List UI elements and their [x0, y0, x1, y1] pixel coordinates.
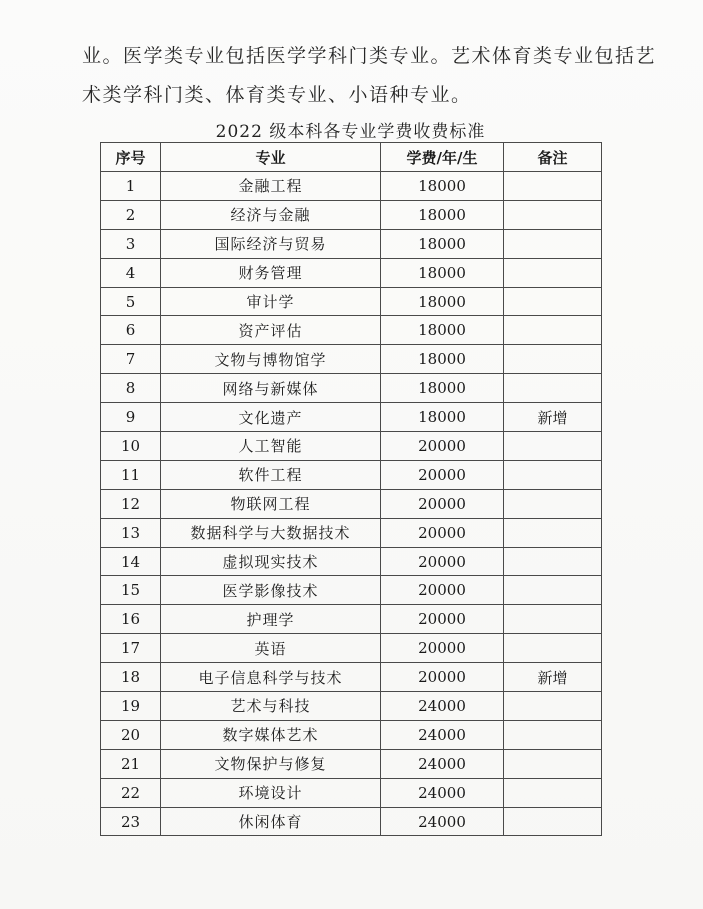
header-note: 备注 — [504, 143, 602, 172]
table-row — [101, 200, 602, 229]
row-no-cell: 5 — [101, 287, 161, 316]
row-note-cell: 新增 — [504, 663, 602, 692]
row-fee-cell: 18000 — [381, 316, 504, 345]
table-row — [101, 287, 602, 316]
row-note-cell — [504, 374, 602, 403]
row-no-cell: 12 — [101, 489, 161, 518]
row-fee-cell: 20000 — [381, 547, 504, 576]
table-row — [101, 749, 602, 778]
table-row — [101, 720, 602, 749]
row-note-cell — [504, 460, 602, 489]
row-fee-cell: 18000 — [381, 345, 504, 374]
row-major-cell: 文物与博物馆学 — [161, 345, 381, 374]
row-no-cell: 20 — [101, 720, 161, 749]
table-body — [101, 172, 602, 836]
row-note-cell — [504, 749, 602, 778]
row-fee-cell: 20000 — [381, 518, 504, 547]
row-major-cell: 经济与金融 — [161, 200, 381, 229]
row-fee-cell: 20000 — [381, 605, 504, 634]
table-title: 2022 级本科各专业学费收费标准 — [215, 122, 486, 142]
row-fee-cell: 18000 — [381, 287, 504, 316]
row-note-cell — [504, 432, 602, 461]
header-major: 专业 — [161, 143, 381, 172]
table-row — [101, 576, 602, 605]
row-fee-cell: 20000 — [381, 663, 504, 692]
row-note-cell — [504, 489, 602, 518]
row-note-cell — [504, 316, 602, 345]
row-no-cell: 13 — [101, 518, 161, 547]
row-no-cell: 15 — [101, 576, 161, 605]
row-fee-cell: 18000 — [381, 229, 504, 258]
table-row — [101, 807, 602, 836]
row-note-cell — [504, 807, 602, 836]
row-major-cell: 电子信息科学与技术 — [161, 663, 381, 692]
row-fee-cell: 24000 — [381, 749, 504, 778]
row-note-cell — [504, 778, 602, 807]
row-no-cell: 10 — [101, 432, 161, 461]
table-row — [101, 605, 602, 634]
row-note-cell — [504, 229, 602, 258]
table-row — [101, 692, 602, 721]
row-note-cell — [504, 200, 602, 229]
row-major-cell: 艺术与科技 — [161, 692, 381, 721]
row-fee-cell: 24000 — [381, 720, 504, 749]
row-fee-cell: 20000 — [381, 489, 504, 518]
table-row — [101, 663, 602, 692]
row-fee-cell: 18000 — [381, 374, 504, 403]
row-fee-cell: 24000 — [381, 807, 504, 836]
row-major-cell: 财务管理 — [161, 258, 381, 287]
header-fee: 学费/年/生 — [381, 143, 504, 172]
row-major-cell: 数据科学与大数据技术 — [161, 518, 381, 547]
table-row — [101, 778, 602, 807]
header-no: 序号 — [101, 143, 161, 172]
row-fee-cell: 20000 — [381, 576, 504, 605]
table-row — [101, 172, 602, 201]
row-major-cell: 英语 — [161, 634, 381, 663]
row-no-cell: 21 — [101, 749, 161, 778]
row-major-cell: 护理学 — [161, 605, 381, 634]
row-fee-cell: 24000 — [381, 692, 504, 721]
row-major-cell: 人工智能 — [161, 432, 381, 461]
row-no-cell: 2 — [101, 200, 161, 229]
row-note-cell — [504, 605, 602, 634]
row-major-cell: 国际经济与贸易 — [161, 229, 381, 258]
row-major-cell: 数字媒体艺术 — [161, 720, 381, 749]
row-note-cell — [504, 634, 602, 663]
row-fee-cell: 20000 — [381, 432, 504, 461]
row-no-cell: 11 — [101, 460, 161, 489]
row-no-cell: 17 — [101, 634, 161, 663]
row-major-cell: 审计学 — [161, 287, 381, 316]
row-no-cell: 23 — [101, 807, 161, 836]
row-note-cell — [504, 547, 602, 576]
row-note-cell — [504, 345, 602, 374]
row-major-cell: 虚拟现实技术 — [161, 547, 381, 576]
table-row — [101, 374, 602, 403]
tuition-fee-table — [100, 142, 602, 836]
table-header-row — [101, 143, 602, 172]
row-major-cell: 文化遗产 — [161, 403, 381, 432]
row-fee-cell: 24000 — [381, 778, 504, 807]
table-row — [101, 432, 602, 461]
row-major-cell: 金融工程 — [161, 172, 381, 201]
table-row — [101, 518, 602, 547]
row-fee-cell: 20000 — [381, 634, 504, 663]
table-row — [101, 258, 602, 287]
row-no-cell: 7 — [101, 345, 161, 374]
row-major-cell: 物联网工程 — [161, 489, 381, 518]
intro-line-1: 业。医学类专业包括医学学科门类专业。艺术体育类专业包括艺 — [82, 45, 657, 67]
row-no-cell: 8 — [101, 374, 161, 403]
row-no-cell: 22 — [101, 778, 161, 807]
row-major-cell: 休闲体育 — [161, 807, 381, 836]
row-fee-cell: 18000 — [381, 200, 504, 229]
row-major-cell: 环境设计 — [161, 778, 381, 807]
row-note-cell — [504, 172, 602, 201]
table-row — [101, 489, 602, 518]
row-no-cell: 19 — [101, 692, 161, 721]
row-fee-cell: 18000 — [381, 172, 504, 201]
table-row — [101, 547, 602, 576]
intro-line-2: 术类学科门类、体育类专业、小语种专业。 — [82, 84, 472, 106]
row-major-cell: 网络与新媒体 — [161, 374, 381, 403]
row-major-cell: 资产评估 — [161, 316, 381, 345]
row-no-cell: 16 — [101, 605, 161, 634]
row-note-cell — [504, 720, 602, 749]
row-no-cell: 9 — [101, 403, 161, 432]
row-note-cell — [504, 576, 602, 605]
row-no-cell: 14 — [101, 547, 161, 576]
row-no-cell: 1 — [101, 172, 161, 201]
table-row — [101, 460, 602, 489]
row-fee-cell: 20000 — [381, 460, 504, 489]
row-no-cell: 18 — [101, 663, 161, 692]
row-no-cell: 6 — [101, 316, 161, 345]
table-row — [101, 403, 602, 432]
row-major-cell: 文物保护与修复 — [161, 749, 381, 778]
table-row — [101, 634, 602, 663]
row-no-cell: 4 — [101, 258, 161, 287]
row-note-cell — [504, 692, 602, 721]
table-row — [101, 229, 602, 258]
row-no-cell: 3 — [101, 229, 161, 258]
row-major-cell: 医学影像技术 — [161, 576, 381, 605]
table-row — [101, 316, 602, 345]
row-fee-cell: 18000 — [381, 403, 504, 432]
row-note-cell — [504, 258, 602, 287]
row-fee-cell: 18000 — [381, 258, 504, 287]
row-major-cell: 软件工程 — [161, 460, 381, 489]
row-note-cell — [504, 287, 602, 316]
row-note-cell: 新增 — [504, 403, 602, 432]
table-row — [101, 345, 602, 374]
row-note-cell — [504, 518, 602, 547]
